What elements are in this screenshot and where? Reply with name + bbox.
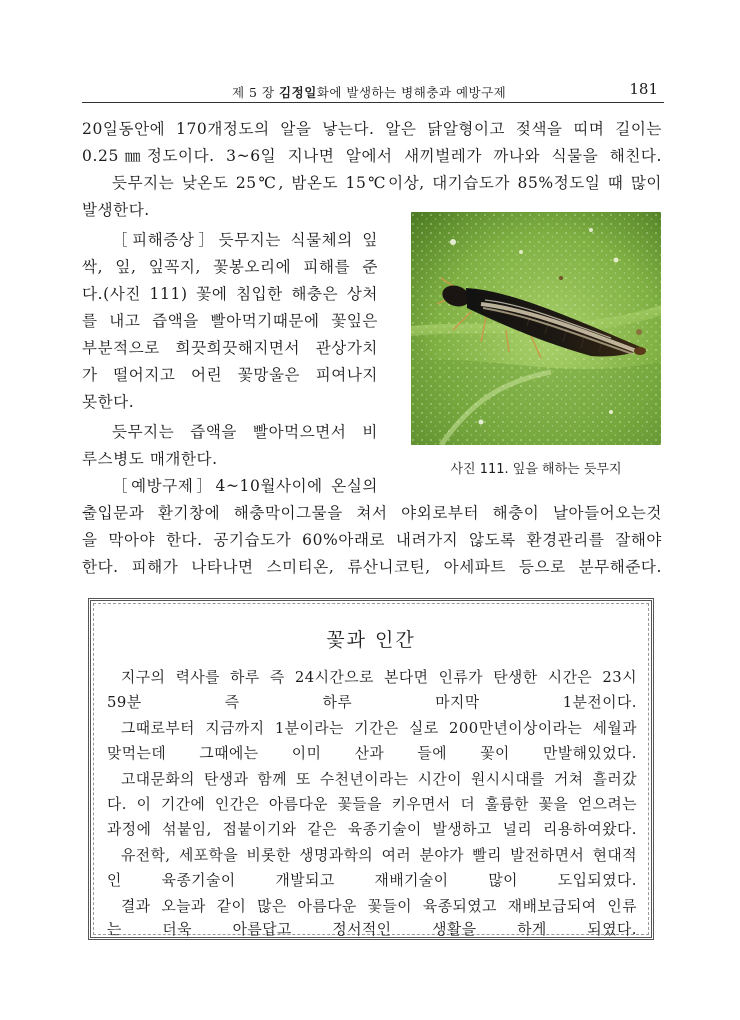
body-line: 발생한다.: [82, 201, 150, 219]
body-line: 을 막아야 한다. 공기습도가 60%아래로 내려가지 않도록 환경관리를 잘해야: [82, 531, 662, 549]
box-line: 맞먹는데 그때에는 이미 산과 들에 꽃이 만발해있었다.: [107, 745, 637, 762]
box-line: 인 육종기술이 개발되고 재배기술이 많이 도입되였다.: [107, 872, 637, 889]
body-line: 부분적으로 희끗희끗해지면서 관상가치: [82, 339, 378, 357]
box-line: 59분 즉 하루 마지막 1분전이다.: [107, 694, 637, 711]
body-line: 출입문과 환기창에 해충막이그물을 쳐서 야외로부터 해충이 날아들어오는것: [82, 504, 662, 522]
photo-caption: 사진 111. 잎을 해하는 듯무지: [450, 462, 622, 477]
body-line: 0.25㎜정도이다. 3~6일 지나면 알에서 새끼벌레가 까나와 식물을 해친다.: [82, 147, 662, 165]
box-line: 그때로부터 지금까지 1분이라는 기간은 실로 200만년이상이라는 세월과: [121, 720, 637, 737]
box-line: 지구의 력사를 하루 즉 24시간으로 본다면 인류가 탄생한 시간은 23시: [121, 669, 637, 686]
page-number: 181: [629, 80, 658, 98]
body-line: 듯무지는 낮온도 25℃, 밤온도 15℃이상, 대기습도가 85%정도일 때 많이: [112, 174, 662, 192]
body-line: 20일동안에 170개정도의 알을 낳는다. 알은 닭알형이고 젖색을 띠며 길이는: [82, 120, 662, 138]
body-line: ［피해증상］듯무지는 식물체의 잎: [112, 231, 378, 249]
box-title: 꽃과 인간: [326, 629, 416, 651]
chapter-title: 제 5 장 김정일화에 발생하는 병해충과 예방구제: [232, 85, 507, 100]
body-line: 를 내고 즙액을 빨아먹기때문에 꽃잎은: [82, 312, 378, 330]
body-line: 싹, 잎, 잎꼭지, 꽃봉오리에 피해를 준: [82, 258, 378, 276]
box-line: 다. 이 기간에 인간은 아름다운 꽃들을 키우면서 더 훌륭한 꽃을 얻으려는: [107, 796, 637, 813]
box-line: 유전학, 세포학을 비롯한 생명과학의 여러 분야가 빨리 발전하면서 현대적: [121, 847, 637, 864]
running-header: [82, 82, 664, 103]
sidebar-box: [88, 598, 654, 940]
body-line: 한다. 피해가 나타나면 스미티온, 류산니코틴, 아세파트 등으로 분무해준다.: [82, 558, 662, 576]
body-line: ［예방구제］4~10월사이에 온실의: [112, 477, 378, 495]
thrips-photo: [411, 212, 661, 445]
body-line: 다.(사진 111) 꽃에 침입한 해충은 상처: [82, 285, 378, 303]
body-line: 듯무지는 즙액을 빨아먹으면서 비: [112, 423, 378, 441]
box-line: 는 더욱 아름답고 정서적인 생활을 하게 되였다.: [107, 921, 637, 938]
box-line: 결과 오늘과 같이 많은 아름다운 꽃들이 육종되였고 재배보급되여 인류: [121, 898, 637, 915]
body-line: 가 떨어지고 어린 꽃망울은 피여나지: [82, 366, 378, 384]
box-line: 과정에 섞붙임, 접붙이기와 같은 육종기술이 발생하고 널리 리용하여왔다.: [107, 821, 637, 838]
body-line: 못한다.: [82, 393, 135, 411]
body-line: 루스병도 매개한다.: [82, 450, 218, 468]
box-line: 고대문화의 탄생과 함께 또 수천년이라는 시간이 원시시대를 거쳐 흘러갔: [121, 771, 637, 788]
